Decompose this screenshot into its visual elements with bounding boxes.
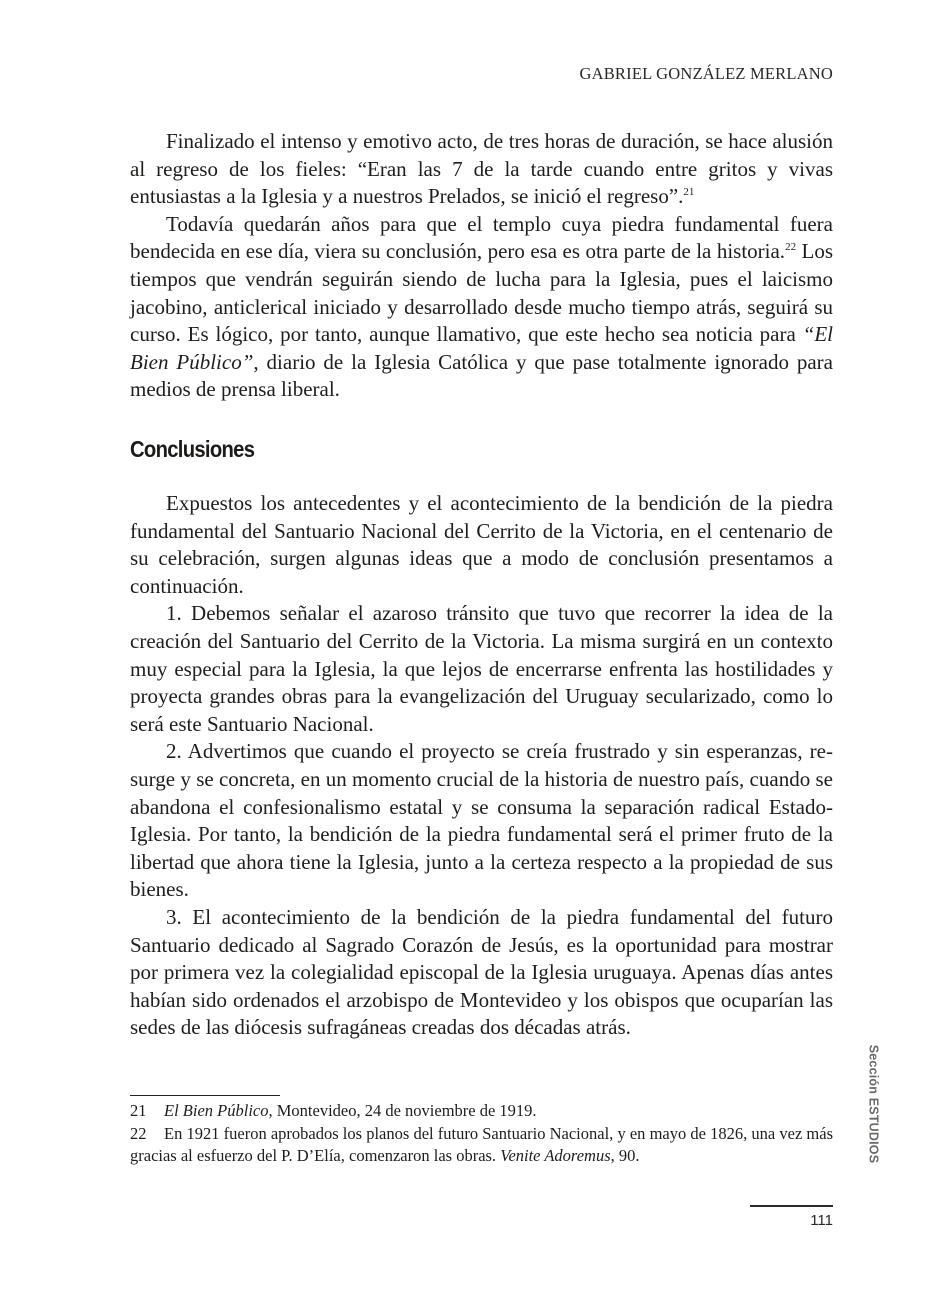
paragraph-text: Todavía quedarán años para que el templo cuya piedra fundamental fuera bendecida en ese día, viera su conclusión, pero esa es otra parte de la historia. — [130, 211, 833, 264]
running-head-author: GABRIEL GONZÁLEZ MERLANO — [579, 64, 833, 83]
book-title: Venite Adoremus — [500, 1146, 611, 1165]
conclusions-intro-paragraph: Expuestos los antecedentes y el acontecimiento de la bendición de la piedra fundamental del Santuario Nacional del Cerrito de la Victoria, en el centenario de su celebración, surgen algunas ideas que a modo de conclusión presentamos a continuación. — [130, 491, 833, 598]
section-heading-conclusions: Conclusiones — [130, 436, 255, 462]
newspaper-title: “El Bien Público” — [130, 322, 833, 374]
footnote-number: 21 — [130, 1101, 147, 1120]
body-text-conclusions — [130, 490, 833, 1042]
conclusion-point-3: 3. El acontecimiento de la bendición de la piedra fundamental del futuro Santuario dedicado al Sagrado Corazón de Jesús, es la oportunidad para mostrar por primera vez la colegialidad episcopal de la Iglesia uruguaya. Apenas días antes habían sido ordenados el arzobispo de Montevideo y los obispos que ocuparían las sedes de las diócesis sufragáneas creadas dos décadas atrás. — [130, 904, 833, 1040]
footnote-text: En 1921 fueron aprobados los planos del futuro Santuario Nacional, y en mayo de 1826, una vez más gracias al esfuerzo del P. D’Elía, comenzaron las obras. — [130, 1123, 833, 1165]
footnotes — [130, 1100, 833, 1168]
conclusion-point-2: 2. Advertimos que cuando el proyecto se creía frustrado y sin esperanzas, resurge y se concreta, en un momento crucial de la historia de nuestro país, cuando se abandona el confesionalismo estatal y se consuma la separación radical Estado-Iglesia. Por tanto, la bendición de la piedra fundamental será el primer fruto de la libertad que ahora tiene la Iglesia, junto a la certeza respecto a la propiedad de sus bienes. — [130, 739, 833, 902]
section-label: Sección ESTUDIOS — [866, 1044, 881, 1164]
footnote-number: 22 — [130, 1123, 147, 1143]
conclusion-point-1: 1. Debemos señalar el azaroso tránsito que tuvo que recorrer la idea de la creación del Santuario del Cerrito de la Victoria. La misma surgirá en un contexto muy especial para la Iglesia, la que lejos de encerrarse enfrenta las hostilidades y proyecta grandes obras para la evangelización del Uruguay secularizado, como lo será este Santuario Nacional. — [130, 601, 833, 736]
body-text-intro — [130, 128, 833, 404]
footnote-divider — [130, 1095, 280, 1096]
footnote-text: , 90. — [610, 1146, 640, 1165]
footnote-21 — [130, 1100, 833, 1123]
paragraph-text: , diario de la Iglesia Católica y que pase totalmente ignorado para medios de prensa liberal. — [130, 349, 833, 402]
paragraph-text: Finalizado el intenso y emotivo acto, de tres horas de duración, se hace alusión al regreso de los fieles: “Eran las 7 de la tarde cuando entre gritos y vivas entusiastas a la Iglesia y a nuestros Prelados, se inició el regreso”. — [130, 129, 833, 209]
footnote-ref-21: 21 — [683, 186, 695, 199]
paragraph-temple-conclusion — [130, 211, 833, 404]
footnote-text: , Montevideo, 24 de noviembre de 1919. — [268, 1101, 537, 1120]
page-number: 111 — [810, 1212, 833, 1229]
page-number-rule — [750, 1205, 833, 1207]
paragraph-return-of-faithful — [130, 128, 833, 211]
newspaper-title: El Bien Público — [164, 1101, 269, 1120]
footnote-22 — [130, 1123, 833, 1168]
footnote-ref-22: 22 — [785, 241, 797, 254]
paragraph-text: Los tiempos que vendrán seguirán siendo de lucha para la Iglesia, pues el laicismo jacobino, anticlerical iniciado y desarrollado desde mucho tiempo atrás, seguirá su curso. Es lógico, por tanto, aunque llamativo, que este hecho sea noticia para — [130, 239, 833, 347]
section-side-tab — [862, 1034, 884, 1174]
